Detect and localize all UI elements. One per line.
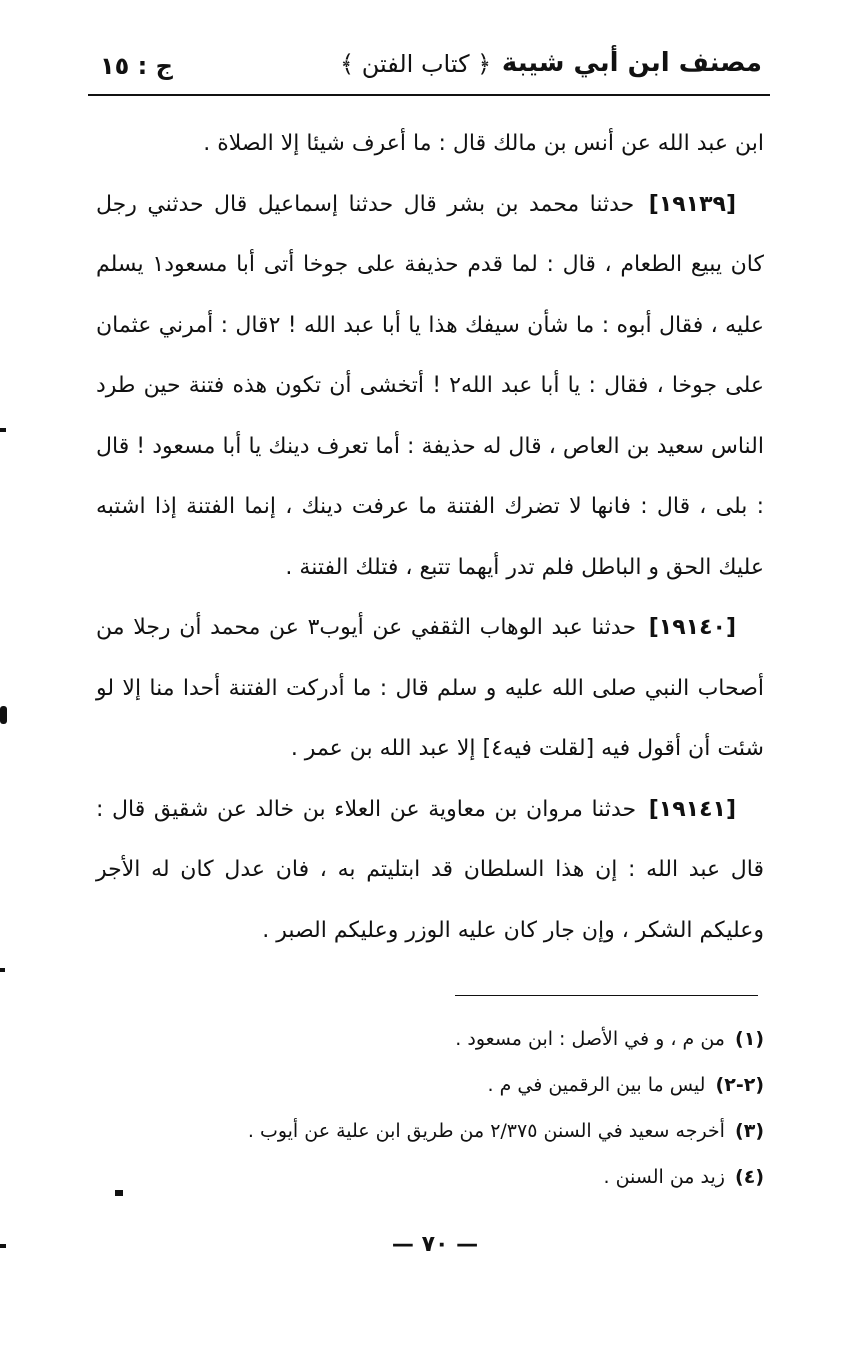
footnote-text: أخرجه سعيد في السنن ٢/٣٧٥ من طريق ابن علية عن أيوب . — [247, 1120, 725, 1142]
footnote — [300, 1016, 764, 1062]
scan-mark — [0, 706, 7, 724]
footnote-text: زيد من السنن . — [603, 1166, 725, 1188]
page-header — [90, 42, 770, 92]
footnote — [300, 1154, 764, 1200]
header-rule — [88, 94, 770, 96]
section-title: ﴿ كتاب الفتن ﴾ — [340, 50, 492, 78]
footnote-marker: (٣) — [735, 1120, 764, 1142]
hadith-text: حدثنا عبد الوهاب الثقفي عن أيوب٣ عن محمد أن رجلا من أصحاب النبي صلى الله عليه و سلم قال : ما أدركت الفتنة أحدا منا إلا لو شئت أن أقول فيه [لقلت فيه٤] إلا عبد الله بن عمر . — [96, 615, 764, 761]
hadith-number: [١٩١٣٩] — [648, 191, 737, 217]
paragraph-text: ابن عبد الله عن أنس بن مالك قال : ما أعرف شيئا إلا الصلاة . — [203, 131, 764, 156]
page-number: — ٧٠ — — [391, 1232, 479, 1257]
scan-mark — [115, 1190, 123, 1196]
hadith-number: [١٩١٤٠] — [648, 615, 736, 640]
main-text — [96, 114, 764, 961]
footnote-text: ليس ما بين الرقمين في م . — [487, 1074, 706, 1096]
footnote-marker: (٢-٢) — [715, 1074, 764, 1096]
hadith-text: حدثنا مروان بن معاوية عن العلاء بن خالد عن شقيق قال : قال عبد الله : إن هذا السلطان قد ابتليتم به ، فان عدل كان له الأجر وعليكم الشكر ، وإن جار كان عليه الوزر وعليكم الصبر . — [96, 796, 764, 943]
footnote-rule — [455, 995, 758, 996]
continuation-paragraph — [96, 114, 764, 175]
footnote-text: من م ، و في الأصل : ابن مسعود . — [455, 1028, 725, 1050]
scan-mark — [0, 1244, 6, 1248]
hadith-19141 — [96, 780, 764, 962]
footnote-marker: (٤) — [735, 1166, 764, 1188]
footnote-marker: (١) — [735, 1028, 764, 1050]
hadith-number: [١٩١٤١] — [648, 796, 736, 822]
scan-mark — [0, 968, 5, 972]
footnotes — [247, 1016, 764, 1200]
volume-indicator: ج : ١٥ — [100, 52, 173, 80]
hadith-19140 — [96, 598, 764, 780]
book-title: مصنف ابن أبي شيبة — [501, 48, 762, 78]
footnote — [300, 1062, 764, 1108]
hadith-19139 — [96, 175, 764, 599]
footnote — [247, 1108, 764, 1154]
hadith-text: حدثنا محمد بن بشر قال حدثنا إسماعيل قال حدثني رجل كان يبيع الطعام ، قال : لما قدم حذيفة على جوخا أتى أبا مسعود١ يسلم عليه ، فقال أبوه : ما شأن سيفك هذا يا أبا عبد الله ! ٢قال : أمرني عثمان على جوخا ، فقال : يا أبا عبد الله٢ ! أتخشى أن تكون هذه فتنة حين طرد الناس سعيد بن العاص ، قال له حذيفة : أما تعرف دينك يا أبا مسعود ! قال : بلى ، قال : فانها لا تضرك الفتنة ما عرفت دينك ، إنما الفتنة إذا اشتبه عليك الحق و الباطل فلم تدر أيهما تتبع ، فتلك الفتنة . — [96, 191, 765, 580]
scan-mark — [0, 428, 6, 432]
